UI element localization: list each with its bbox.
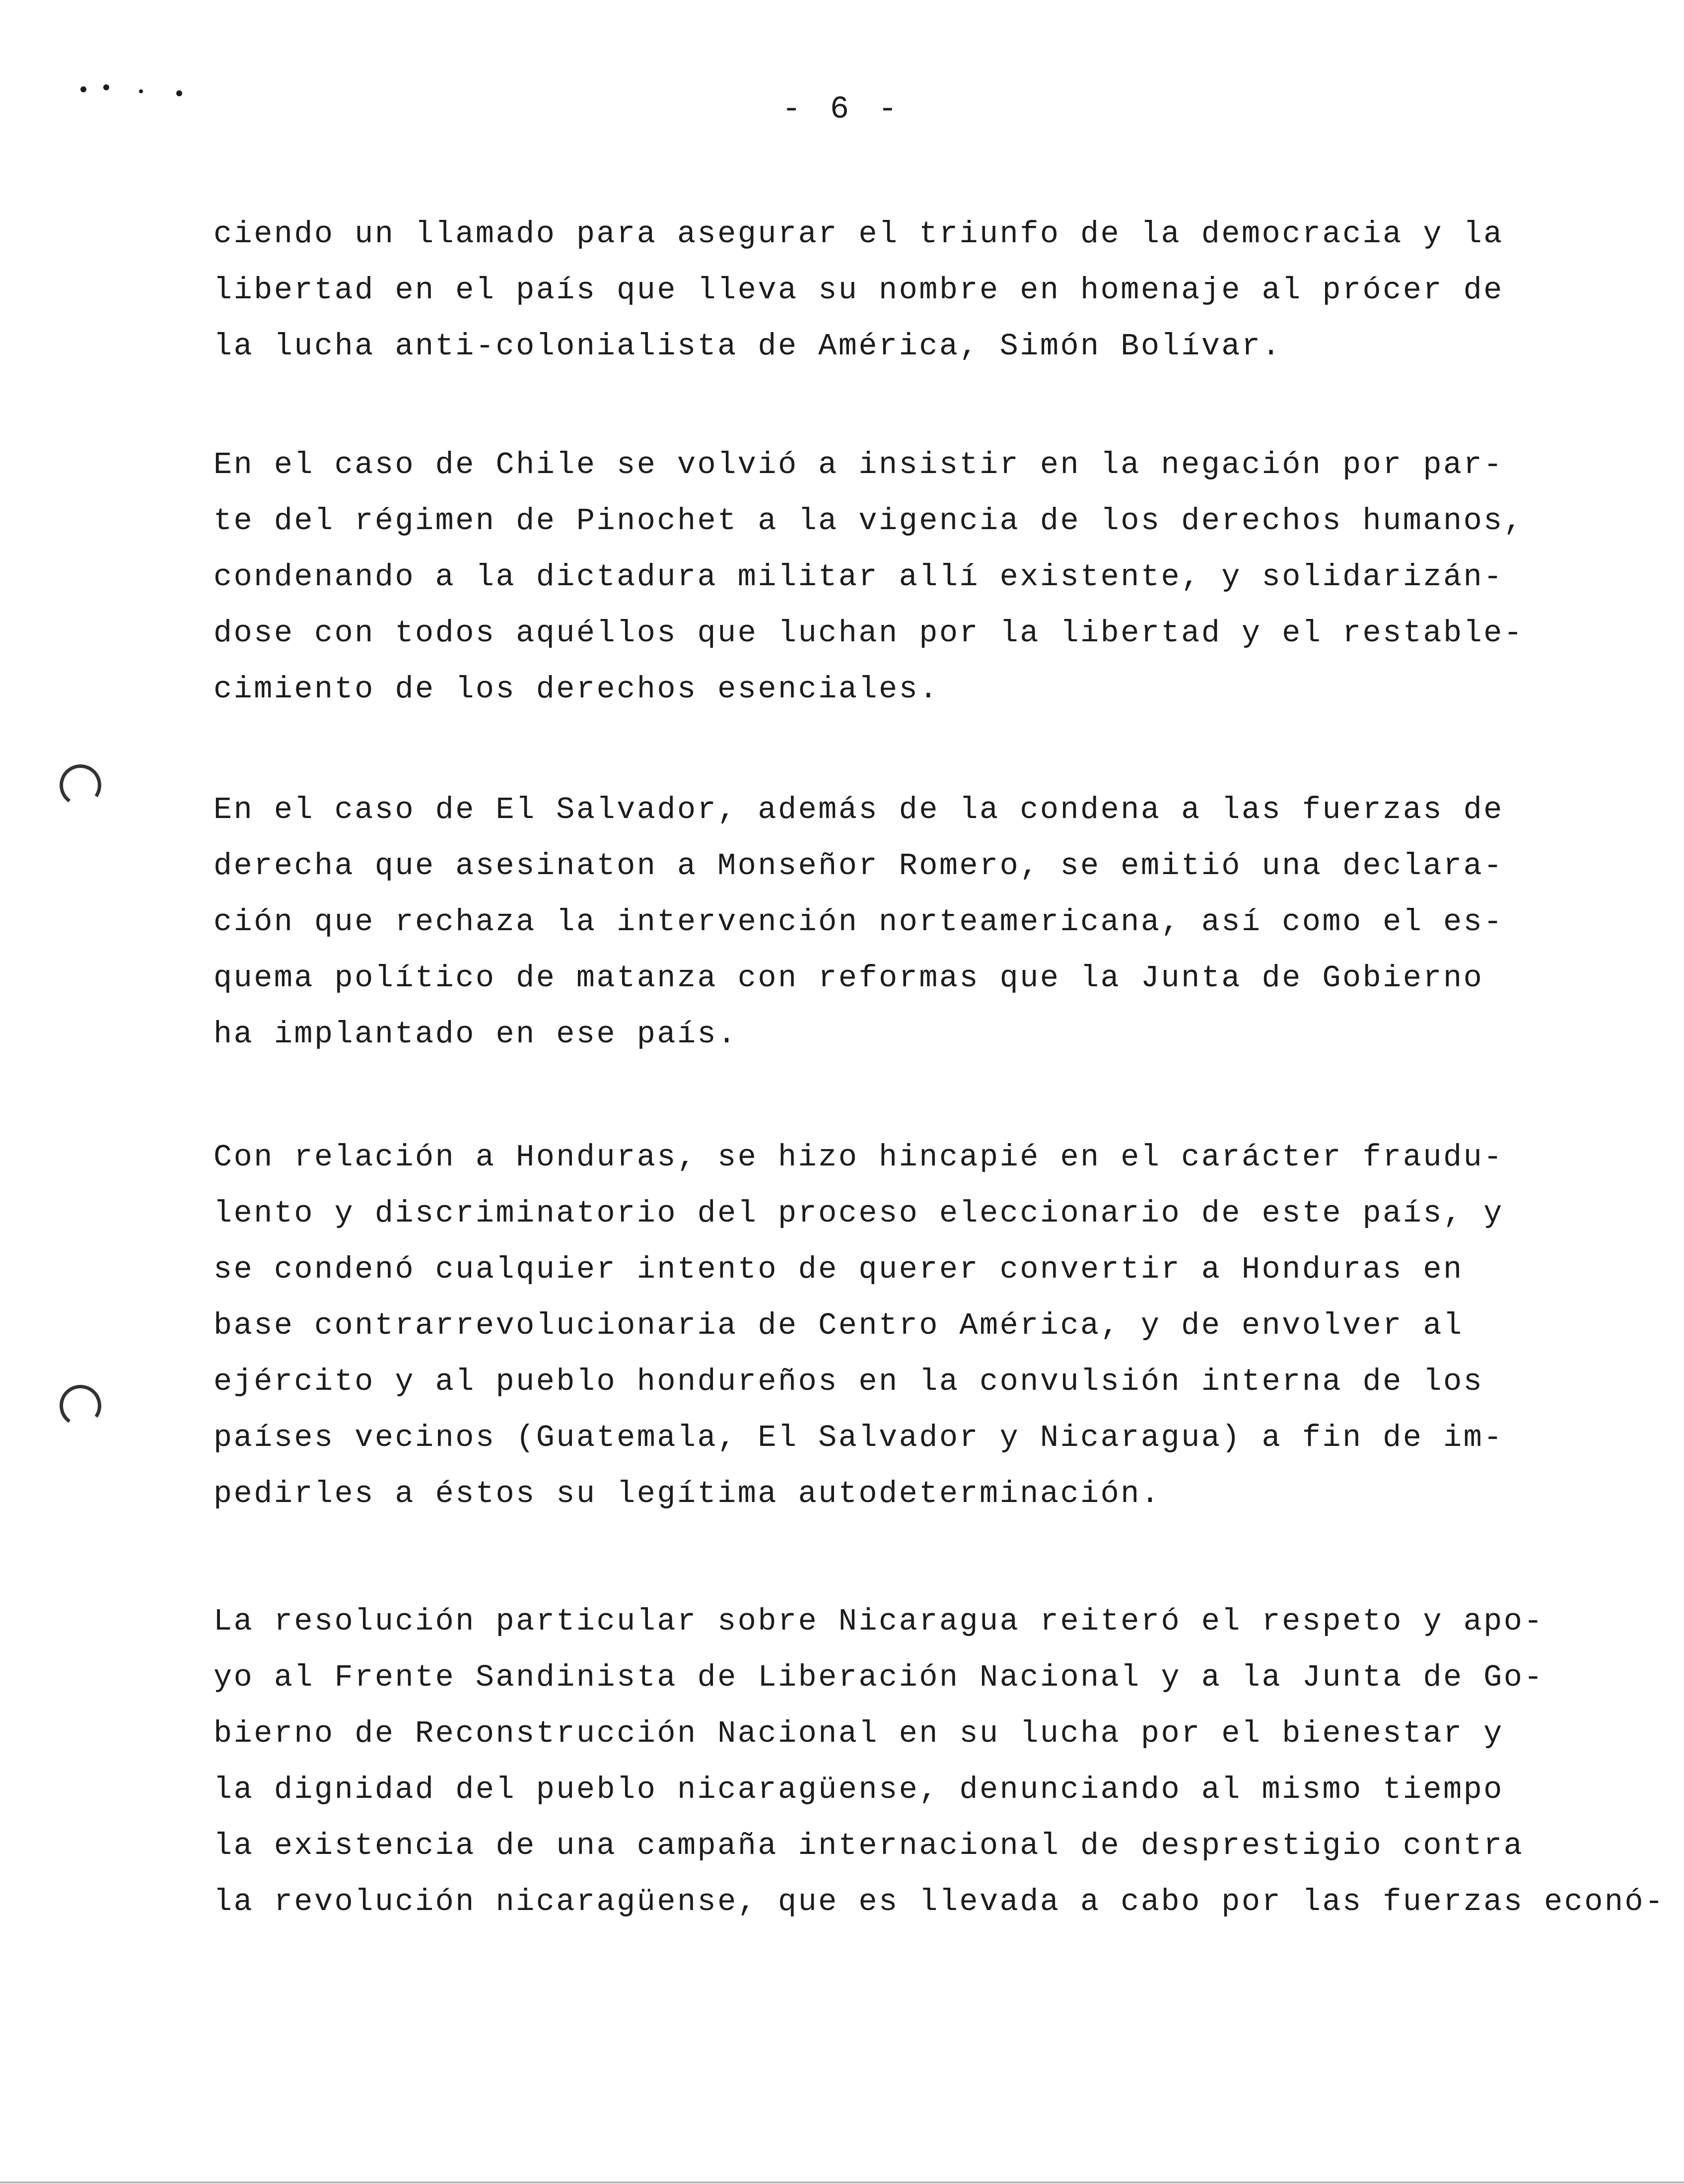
- text-line: ción que rechaza la intervención norteamericana, así como el es-: [213, 904, 1504, 940]
- binder-hole-icon: [56, 1381, 104, 1430]
- paragraph-nicaragua: [213, 1593, 1665, 1930]
- text-line: En el caso de El Salvador, además de la condena a las fuerzas de: [213, 792, 1504, 827]
- text-line: dose con todos aquéllos que luchan por la libertad y el restable-: [213, 615, 1524, 651]
- paragraph-chile: [213, 437, 1574, 717]
- text-line: La resolución particular sobre Nicaragua reiteró el respeto y apo-: [213, 1604, 1544, 1639]
- text-line: base contrarrevolucionaria de Centro América, y de envolver al: [213, 1308, 1464, 1343]
- text-line: ha implantado en ese país.: [213, 1017, 738, 1052]
- text-line: se condenó cualquier intento de querer convertir a Honduras en: [213, 1252, 1464, 1287]
- text-line: bierno de Reconstrucción Nacional en su lucha por el bienestar y: [213, 1716, 1504, 1751]
- text-line: países vecinos (Guatemala, El Salvador y Nicaragua) a fin de im-: [213, 1420, 1504, 1455]
- text-line: condenando a la dictadura militar allí existente, y solidarizán-: [213, 559, 1504, 595]
- text-line: lento y discriminatorio del proceso eleccionario de este país, y: [213, 1196, 1504, 1231]
- text-line: ciendo un llamado para asegurar el triunfo de la democracia y la: [213, 216, 1504, 252]
- paragraph-honduras: [213, 1129, 1574, 1522]
- text-line: yo al Frente Sandinista de Liberación Nacional y a la Junta de Go-: [213, 1660, 1544, 1695]
- page-number: - 6 -: [781, 92, 903, 128]
- text-line: cimiento de los derechos esenciales.: [213, 672, 939, 707]
- text-line: libertad en el país que lleva su nombre en homenaje al prócer de: [213, 273, 1504, 308]
- scan-bottom-edge: [0, 2182, 1684, 2184]
- text-line: la lucha anti-colonialista de América, Simón Bolívar.: [213, 329, 1282, 364]
- text-line: ejército y al pueblo hondureños en la convulsión interna de los: [213, 1364, 1484, 1399]
- text-line: derecha que asesinaton a Monseñor Romero, se emitió una declara-: [213, 848, 1504, 884]
- text-line: pedirles a éstos su legítima autodeterminación.: [213, 1476, 1161, 1511]
- text-line: te del régimen de Pinochet a la vigencia de los derechos humanos,: [213, 503, 1524, 539]
- text-line: Con relación a Honduras, se hizo hincapié en el carácter fraudu-: [213, 1140, 1504, 1175]
- text-line: En el caso de Chile se volvió a insistir en la negación por par-: [213, 447, 1504, 482]
- paragraph-bolivar: [213, 206, 1574, 374]
- text-line: quema político de matanza con reformas que la Junta de Gobierno: [213, 960, 1484, 996]
- paragraph-el-salvador: [213, 782, 1574, 1062]
- text-line: la revolución nicaragüense, que es llevada a cabo por las fuerzas econó-: [213, 1884, 1665, 1919]
- text-line: la existencia de una campaña internacional de desprestigio contra: [213, 1828, 1524, 1863]
- binder-hole-icon: [56, 761, 104, 809]
- text-line: la dignidad del pueblo nicaragüense, denunciando al mismo tiempo: [213, 1772, 1504, 1807]
